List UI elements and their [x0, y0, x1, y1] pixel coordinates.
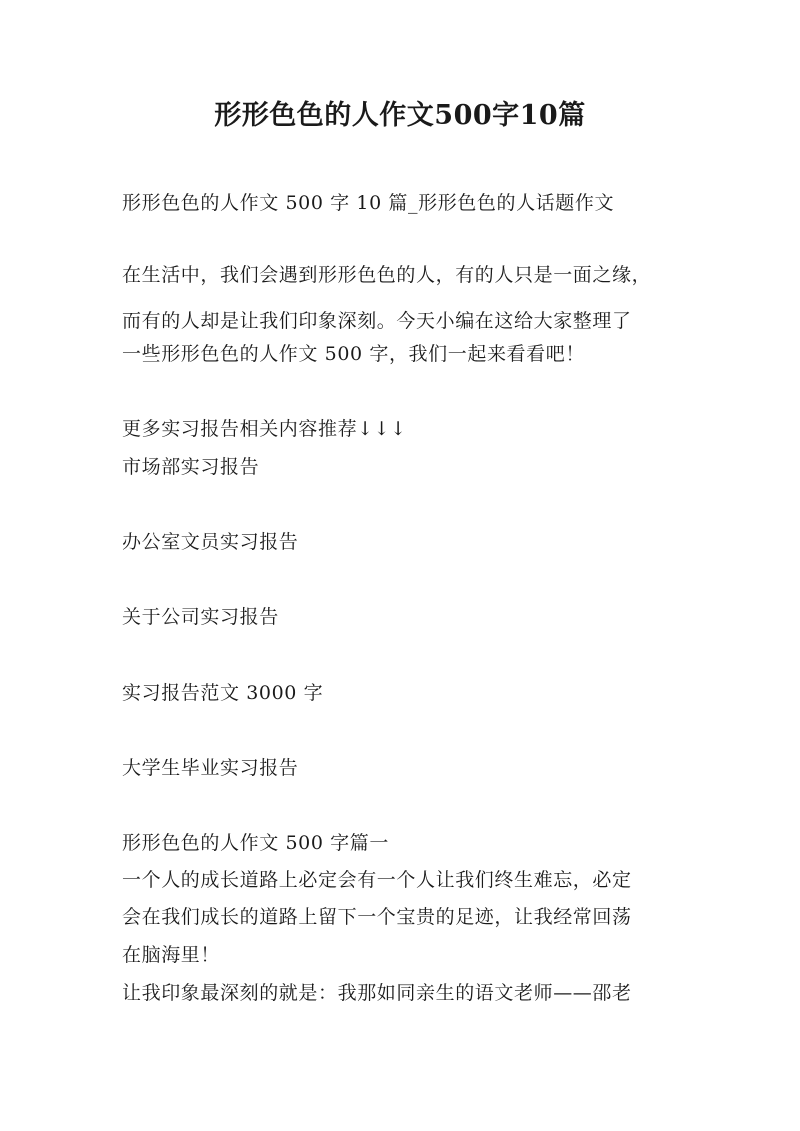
related-link-marketing-internship-report[interactable]: 市场部实习报告	[122, 456, 260, 478]
related-link-company-internship-report[interactable]: 关于公司实习报告	[122, 606, 279, 628]
related-link-office-clerk-internship-report[interactable]: 办公室文员实习报告	[122, 531, 299, 553]
intro-line: 在生活中，我们会遇到形形色色的人，有的人只是一面之缘，	[122, 264, 652, 286]
related-link-internship-report-sample[interactable]: 实习报告范文 3000 字	[122, 682, 324, 704]
related-link-graduate-internship-report[interactable]: 大学生毕业实习报告	[122, 757, 299, 779]
document-subtitle: 形形色色的人作文 500 字 10 篇_形形色色的人话题作文	[122, 192, 615, 214]
more-recommend-label: 更多实习报告相关内容推荐↓↓↓	[122, 418, 407, 440]
document-title: 形形色色的人作文500字10篇	[214, 100, 586, 131]
body-line: 让我印象最深刻的就是：我那如同亲生的语文老师——邵老	[122, 982, 632, 1004]
intro-line: 一些形形色色的人作文 500 字，我们一起来看看吧！	[122, 343, 585, 365]
body-line: 在脑海里！	[122, 944, 221, 966]
section-heading: 形形色色的人作文 500 字篇一	[122, 832, 389, 854]
intro-line: 而有的人却是让我们印象深刻。今天小编在这给大家整理了	[122, 310, 632, 332]
body-line: 一个人的成长道路上必定会有一个人让我们终生难忘，必定	[122, 869, 632, 891]
body-line: 会在我们成长的道路上留下一个宝贵的足迹，让我经常回荡	[122, 906, 632, 928]
